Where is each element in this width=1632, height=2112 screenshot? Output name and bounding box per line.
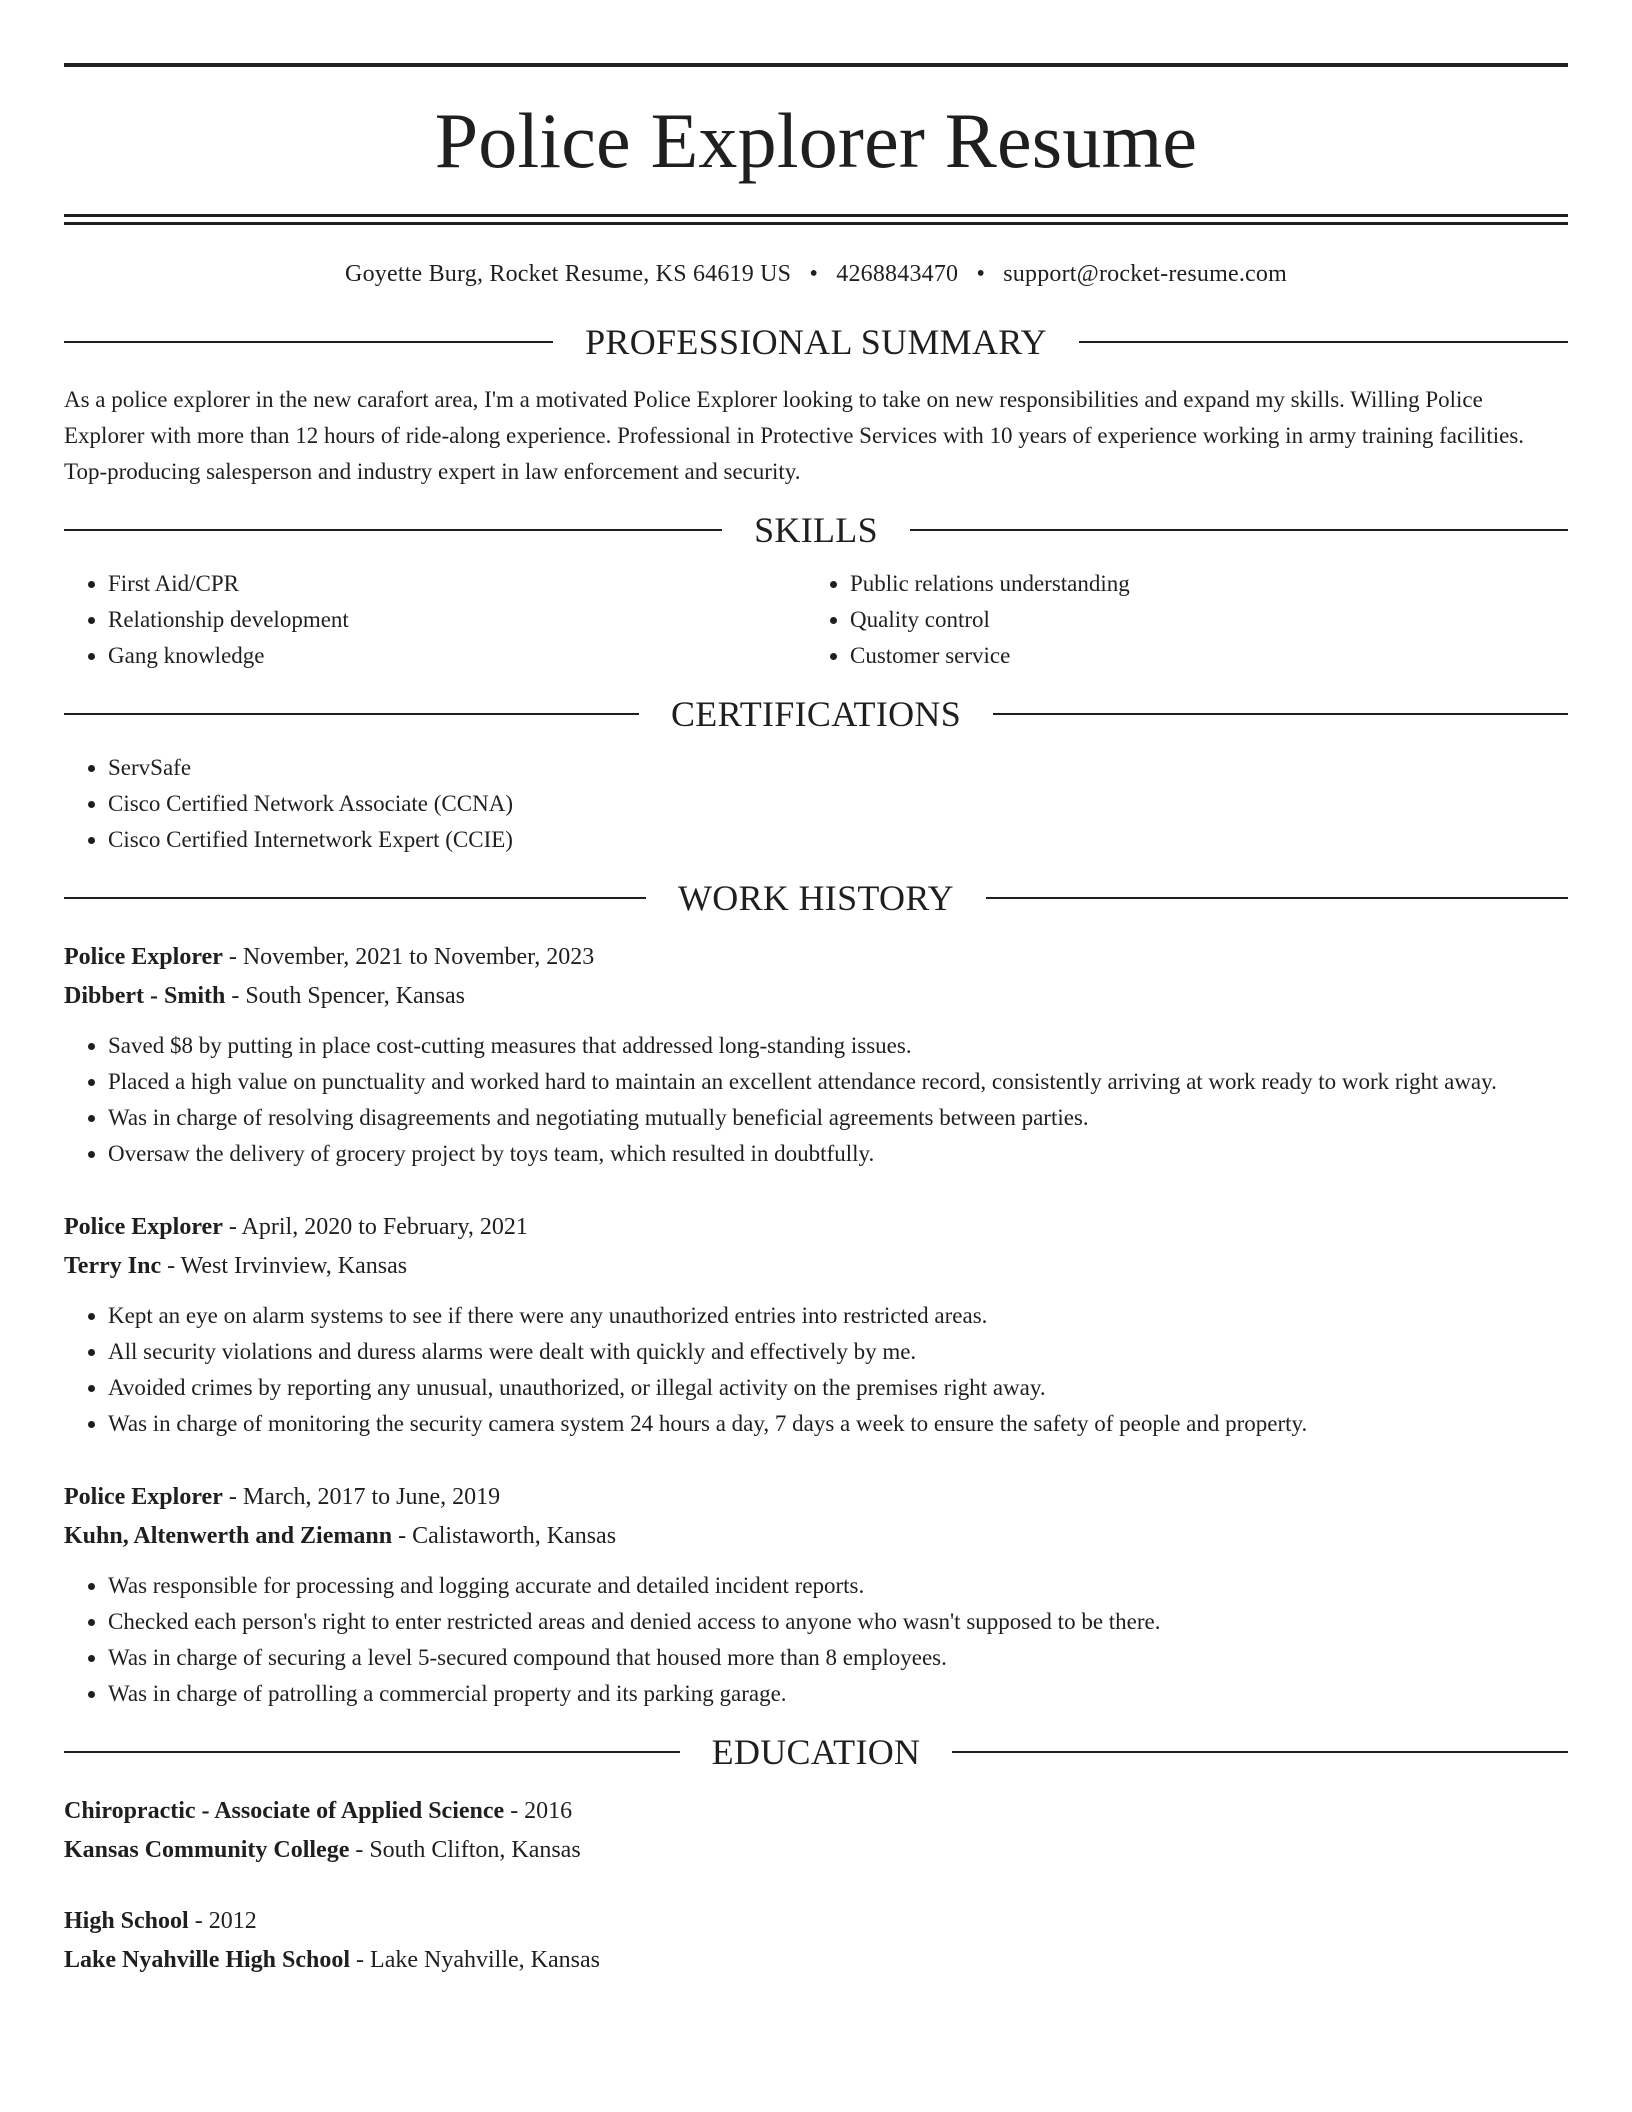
job-title-line <box>64 938 1568 977</box>
job-bullet: • Avoided crimes by reporting any unusual, unauthorized, or illegal activity on the premises right away. <box>108 1370 1568 1406</box>
skills-column-left <box>64 566 806 674</box>
skill-item: • Gang knowledge <box>108 638 806 674</box>
certification-item: • ServSafe <box>108 750 1568 786</box>
skill-item: • Customer service <box>850 638 1548 674</box>
job-entry <box>64 1478 1568 1712</box>
skill-item: • First Aid/CPR <box>108 566 806 602</box>
job-employer-line <box>64 977 1568 1016</box>
contact-address: Goyette Burg, Rocket Resume, KS 64619 US <box>345 261 792 287</box>
education-heading-label: EDUCATION <box>711 1732 921 1772</box>
heading-rule-right <box>993 713 1568 715</box>
education-heading <box>64 1734 1568 1770</box>
education-school-line <box>64 1941 1568 1980</box>
heading-rule-right <box>986 897 1568 899</box>
job-location: - West Irvinview, Kansas <box>161 1253 408 1279</box>
job-employer: Terry Inc <box>64 1253 162 1279</box>
job-bullet: • Checked each person's right to enter restricted areas and denied access to anyone who wasn't supposed to be there. <box>108 1604 1568 1640</box>
job-bullet: • Oversaw the delivery of grocery project by toys team, which resulted in doubtfully. <box>108 1136 1568 1172</box>
certifications-heading-label: CERTIFICATIONS <box>670 694 962 734</box>
job-employer: Dibbert - Smith <box>64 983 226 1009</box>
job-entry <box>64 1208 1568 1442</box>
education-school: Lake Nyahville High School <box>64 1947 351 1973</box>
skills-list <box>64 566 1568 674</box>
heading-rule-right <box>910 529 1568 531</box>
job-bullet: • Placed a high value on punctuality and worked hard to maintain an excellent attendance record, consistently arriving at work ready to work right away. <box>108 1064 1568 1100</box>
work-heading-label: WORK HISTORY <box>678 878 954 918</box>
skill-item: • Relationship development <box>108 602 806 638</box>
job-location: - Calistaworth, Kansas <box>392 1523 617 1549</box>
job-title: Police Explorer <box>64 944 223 970</box>
job-bullets <box>64 1028 1568 1172</box>
job-employer-line <box>64 1247 1568 1286</box>
job-dates: - March, 2017 to June, 2019 <box>222 1484 501 1510</box>
certifications-heading <box>64 696 1568 732</box>
heading-rule-left <box>64 1751 680 1753</box>
job-dates: - November, 2021 to November, 2023 <box>222 944 595 970</box>
education-degree-line <box>64 1792 1568 1831</box>
skill-item: • Quality control <box>850 602 1548 638</box>
heading-rule-right <box>1079 341 1568 343</box>
job-bullets <box>64 1568 1568 1712</box>
job-employer-line <box>64 1517 1568 1556</box>
education-degree: High School <box>64 1908 189 1934</box>
work-heading <box>64 880 1568 916</box>
job-bullet: • Saved $8 by putting in place cost-cutting measures that addressed long-standing issues. <box>108 1028 1568 1064</box>
education-location: - South Clifton, Kansas <box>349 1837 581 1863</box>
job-location: - South Spencer, Kansas <box>225 983 466 1009</box>
education-year: - 2016 <box>504 1798 573 1824</box>
education-degree-line <box>64 1902 1568 1941</box>
job-bullet: • Kept an eye on alarm systems to see if there were any unauthorized entries into restricted areas. <box>108 1298 1568 1334</box>
job-title-line <box>64 1478 1568 1517</box>
education-year: - 2012 <box>188 1908 257 1934</box>
job-bullet: • Was in charge of resolving disagreements and negotiating mutually beneficial agreements between parties. <box>108 1100 1568 1136</box>
job-title: Police Explorer <box>64 1484 223 1510</box>
education-entry <box>64 1902 1568 1980</box>
heading-rule-left <box>64 713 639 715</box>
certification-item: • Cisco Certified Internetwork Expert (CCIE) <box>108 822 1568 858</box>
job-bullet: • Was responsible for processing and logging accurate and detailed incident reports. <box>108 1568 1568 1604</box>
contact-line <box>64 261 1568 288</box>
job-entry <box>64 938 1568 1172</box>
job-dates: - April, 2020 to February, 2021 <box>222 1214 528 1240</box>
job-bullet: • Was in charge of patrolling a commercial property and its parking garage. <box>108 1676 1568 1712</box>
certifications-list <box>64 750 1568 858</box>
job-bullet: • Was in charge of monitoring the security camera system 24 hours a day, 7 days a week to ensure the safety of people and property. <box>108 1406 1568 1442</box>
heading-rule-right <box>952 1751 1568 1753</box>
summary-heading-label: PROFESSIONAL SUMMARY <box>585 322 1047 362</box>
contact-separator: • <box>809 261 819 287</box>
job-bullets <box>64 1298 1568 1442</box>
education-school-line <box>64 1831 1568 1870</box>
summary-text: As a police explorer in the new carafort area, I'm a motivated Police Explorer looking to take on new responsibilities and expand my skills. Willing Police Explorer with more than 12 hours of ride-along experience. Professional in Protective Services with 10 years of experience working in army training facilities. Top-producing salesperson and industry expert in law enforcement and security. <box>64 387 1525 484</box>
skills-heading-label: SKILLS <box>754 510 878 550</box>
education-location: - Lake Nyahville, Kansas <box>350 1947 600 1973</box>
job-title-line <box>64 1208 1568 1247</box>
skills-heading <box>64 512 1568 548</box>
certification-item: • Cisco Certified Network Associate (CCNA) <box>108 786 1568 822</box>
title-double-rule <box>64 214 1568 225</box>
contact-email: support@rocket-resume.com <box>1003 261 1287 287</box>
skills-column-right <box>806 566 1548 674</box>
job-title: Police Explorer <box>64 1214 223 1240</box>
education-entry <box>64 1792 1568 1870</box>
contact-separator: • <box>976 261 986 287</box>
contact-phone: 4268843470 <box>836 261 959 287</box>
skill-item: • Public relations understanding <box>850 566 1548 602</box>
job-employer: Kuhn, Altenwerth and Ziemann <box>64 1523 393 1549</box>
heading-rule-left <box>64 341 553 343</box>
education-school: Kansas Community College <box>64 1837 350 1863</box>
job-bullet: • Was in charge of securing a level 5-secured compound that housed more than 8 employees. <box>108 1640 1568 1676</box>
job-bullet: • All security violations and duress alarms were dealt with quickly and effectively by me. <box>108 1334 1568 1370</box>
heading-rule-left <box>64 529 722 531</box>
summary-heading <box>64 324 1568 360</box>
resume-title: Police Explorer Resume <box>434 97 1198 184</box>
top-rule <box>64 63 1568 67</box>
education-degree: Chiropractic - Associate of Applied Science <box>64 1798 505 1824</box>
heading-rule-left <box>64 897 646 899</box>
